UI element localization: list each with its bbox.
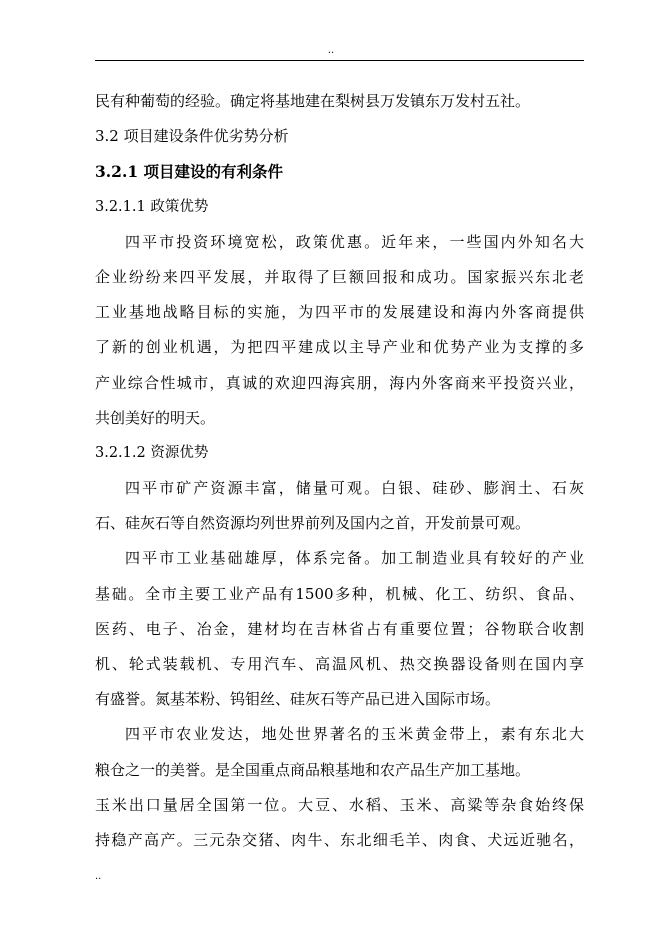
header-mark: .. [327,45,335,56]
body-line: 基础。全市主要工业产品有1500多种，机械、化工、纺织、食品、 [95,584,584,603]
section-heading-3-2-1: 3.2.1 项目建设的有利条件 [95,162,284,182]
body-line: 四平市投资环境宽松，政策优惠。近年来，一些国内外知名大 [125,232,584,251]
body-line: 粮仓之一的美誉。是全国重点商品粮基地和农产品生产加工基地。 [95,760,531,779]
body-line: 机、轮式装载机、专用汽车、高温风机、热交换器设备则在国内享 [95,655,584,673]
page-body [95,84,584,858]
body-line: 四平市工业基础雄厚，体系完备。加工制造业具有较好的产业 [125,549,584,568]
body-line: 持稳产高产。三元杂交猪、肉牛、东北细毛羊、肉食、犬远近驰名， [95,830,584,849]
footer-mark: .. [95,871,102,882]
header-rule [95,60,584,61]
body-line: 产业综合性城市，真诚的欢迎四海宾朋，海内外客商来平投资兴业， [95,373,584,392]
section-heading-3-2: 3.2 项目建设条件优劣势分析 [95,127,289,146]
section-heading-3-2-1-2: 3.2.1.2 资源优势 [95,444,209,461]
body-line: 有盛誉。氮基苯粉、钨钼丝、硅灰石等产品已进入国际市场。 [95,690,501,709]
body-line: 企业纷纷来四平发展，并取得了巨额回报和成功。国家振兴东北老 [95,267,584,286]
body-line: 了新的创业机遇，为把四平建成以主导产业和优势产业为支撑的多 [95,338,584,357]
section-heading-3-2-1-1: 3.2.1.1 政策优势 [95,198,209,215]
body-line: 石、硅灰石等自然资源均列世界前列及国内之首，开发前景可观。 [95,514,531,533]
body-line: 玉米出口量居全国第一位。大豆、水稻、玉米、高粱等杂食始终保 [95,795,584,814]
body-line: 四平市矿产资源丰富，储量可观。白银、硅砂、膨润土、石灰 [125,479,584,498]
body-line: 工业基地战略目标的实施，为四平市的发展建设和海内外客商提供 [95,303,584,322]
body-line: 四平市农业发达，地处世界著名的玉米黄金带上，素有东北大 [125,725,584,744]
body-line: 医药、电子、冶金，建材均在吉林省占有重要位置；谷物联合收割 [95,619,584,638]
body-line: 共创美好的明天。 [95,408,216,427]
body-line: 民有种葡萄的经验。确定将基地建在梨树县万发镇东万发村五社。 [95,92,531,110]
